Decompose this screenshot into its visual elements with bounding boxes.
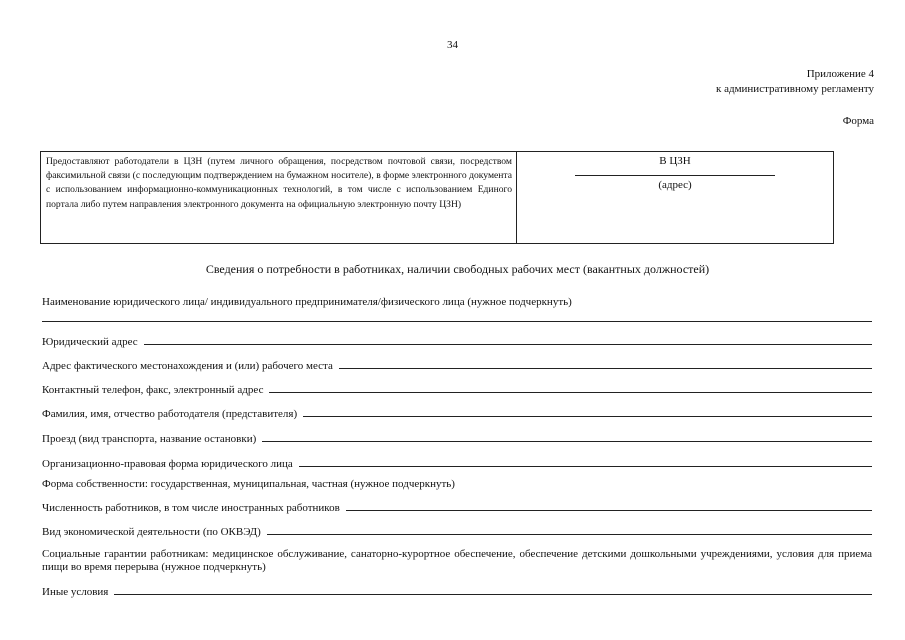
okved-field [42,522,872,538]
transport-field [42,429,872,445]
headcount-field [42,498,872,514]
legal-form-field [42,454,872,470]
address-caption: (адрес) [658,179,692,191]
appendix-line-2: к административному регламенту [716,83,874,95]
recipient-czn: В ЦЗН [659,155,691,167]
other-conditions-field [42,582,872,598]
contacts-field [42,380,872,396]
transport-label: Проезд (вид транспорта, название остановки) [42,433,257,445]
employer-name-label: Фамилия, имя, отчество работодателя (представителя) [42,408,298,420]
legal-form-line[interactable] [299,466,872,467]
document-title: Сведения о потребности в работниках, наличии свободных рабочих мест (вакантных должностей) [205,262,710,276]
headcount-line[interactable] [346,510,872,511]
actual-address-field [42,356,872,372]
employer-name-line[interactable] [303,416,872,417]
contacts-label: Контактный телефон, факс, электронный адрес [42,384,264,396]
actual-address-label: Адрес фактического местонахождения и (или) рабочего места [42,360,333,372]
form-fields [42,0,872,640]
actual-address-line[interactable] [339,368,872,369]
ownership-label: Форма собственности: государственная, муниципальная, частная (нужное подчеркнуть) [42,478,455,490]
legal-address-line[interactable] [144,344,872,345]
legal-address-field [42,332,872,348]
legal-address-label: Юридический адрес [42,336,138,348]
page-number: 34 [447,39,458,51]
form-label: Форма [842,115,874,127]
legal-form-label: Организационно-правовая форма юридического лица [42,458,293,470]
contacts-line[interactable] [269,392,872,393]
okved-label: Вид экономической деятельности (по ОКВЭД) [42,526,261,538]
other-conditions-line[interactable] [114,594,872,595]
okved-line[interactable] [267,534,872,535]
entity-name-line[interactable] [42,321,872,322]
employer-name-field [42,404,872,420]
headcount-label: Численность работников, в том числе иностранных работников [42,502,340,514]
other-conditions-label: Иные условия [42,586,109,598]
appendix-line-1: Приложение 4 [806,68,874,80]
social-guarantees-text: Социальные гарантии работникам: медицинское обслуживание, санаторно-курортное обеспечение, обеспечение детскими дошкольными учреждениями, условия для приема пищи во время перерыва (нужное подчеркнуть) [42,548,872,573]
submission-methods-text: Предоставляют работодатели в ЦЗН (путем личного обращения, посредством почтовой связи, посредством факсимильной связи (с последующим подтверждением на бумажном носителе), в форме электронного документа с использованием информационно-коммуникационных технологий, в том числе с использованием Единого портала либо путем направления электронного документа на официальную электронную почту ЦЗН) [41,152,517,243]
entity-name-label: Наименование юридического лица/ индивидуального предпринимателя/физического лица (нужное подчеркнуть) [42,296,572,308]
transport-line[interactable] [262,441,872,442]
